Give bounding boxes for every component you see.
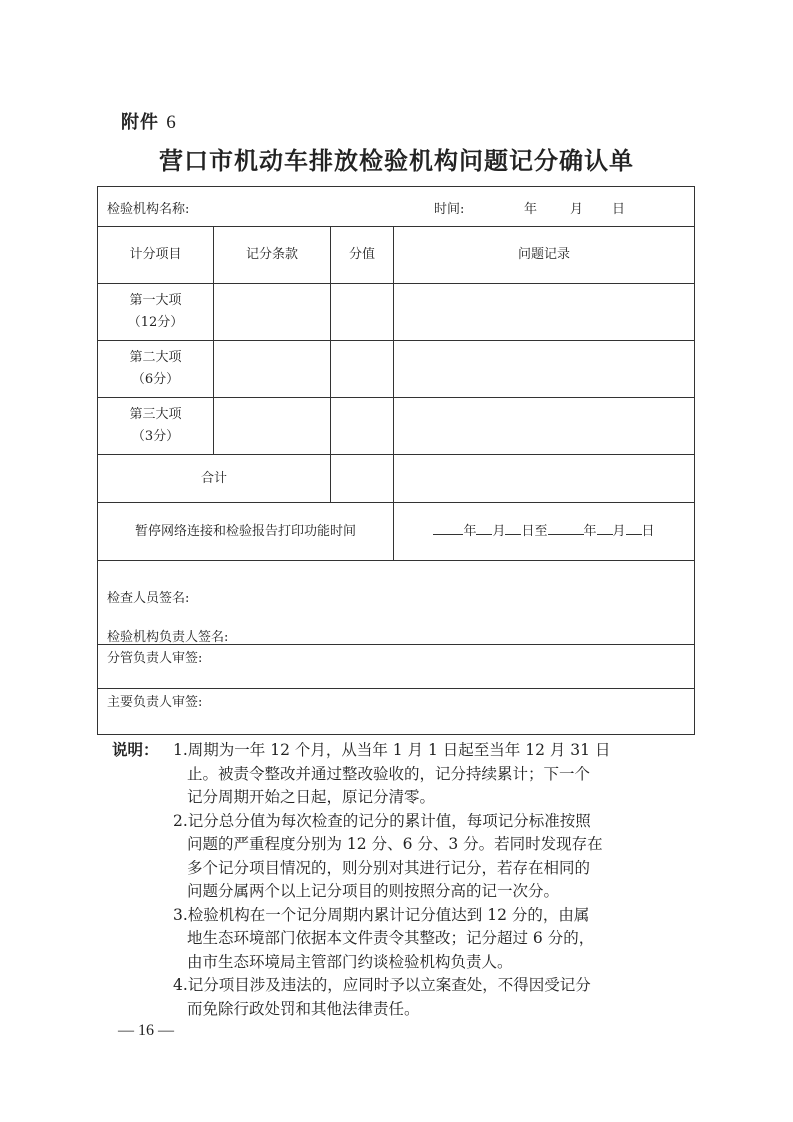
note-line: 止。被责令整改并通过整改验收的，记分持续累计；下一个 [187, 764, 591, 783]
time-label: 时间: [434, 202, 465, 217]
item-points: （6分） [131, 372, 180, 387]
chief-review-row [98, 689, 695, 735]
supervisor-review-row [98, 645, 695, 689]
institution-row [98, 187, 695, 227]
page-number: — 16 — [118, 1022, 174, 1039]
blank-line[interactable] [476, 522, 492, 535]
total-points-cell[interactable] [331, 455, 394, 503]
supervisor-review-cell[interactable] [98, 645, 695, 689]
note-line: 问题分属两个以上记分项目的则按照分高的记一次分。 [187, 882, 560, 900]
signature-cell[interactable] [98, 561, 695, 645]
chief-review-cell[interactable] [98, 689, 695, 735]
note-line: 多个记分项目情况的，则分别对其进行记分，若存在相同的 [187, 858, 591, 877]
item-name: 第一大项 [129, 293, 182, 308]
item-points: （12分） [127, 315, 184, 330]
pause-label: 暂停网络连接和检验报告打印功能时间 [98, 503, 394, 561]
chief-review-label: 主要负责人审签: [107, 695, 203, 710]
header-row [98, 227, 695, 284]
pause-to-day: 日 [641, 523, 655, 539]
note-line: 地生态环境部门依据本文件责令其整改；记分超过 6 分的， [187, 929, 595, 947]
item-row-1 [98, 284, 695, 341]
attachment-label [121, 108, 177, 134]
clause-cell[interactable] [214, 284, 331, 341]
note-line: 2.记分总分值为每次检查的记分的累计值，每项记分标准按照 [173, 811, 591, 830]
blank-line[interactable] [626, 522, 642, 535]
blank-line[interactable] [597, 522, 613, 535]
points-cell[interactable] [331, 341, 394, 398]
supervisor-review-label: 分管负责人审签: [107, 651, 203, 666]
note-line: 4.记分项目涉及违法的，应同时予以立案查处，不得因受记分 [173, 976, 591, 994]
item-row-3 [98, 398, 695, 455]
institution-head-signature-label: 检验机构负责人签名: [107, 630, 229, 645]
note-item-3 [173, 904, 702, 975]
item-label [98, 284, 214, 341]
total-label: 合计 [98, 455, 331, 503]
pause-from-month: 月 [492, 523, 506, 539]
document-title: 营口市机动车排放检验机构问题记分确认单 [159, 146, 634, 175]
clause-cell[interactable] [214, 341, 331, 398]
pause-to-year: 年 [583, 523, 597, 539]
item-row-2 [98, 341, 695, 398]
signature-row [98, 561, 695, 645]
total-record-cell[interactable] [394, 455, 695, 503]
note-line: 由市生态环境局主管部门约谈检验机构负责人。 [187, 952, 513, 971]
total-row [98, 455, 695, 503]
pause-row [98, 503, 695, 561]
header-scoring-item: 计分项目 [98, 227, 214, 284]
header-scoring-clause: 记分条款 [214, 227, 331, 284]
institution-cell[interactable] [98, 187, 695, 227]
note-item-2 [173, 810, 702, 904]
note-line: 1.周期为一年 12 个月，从当年 1 月 1 日起至当年 12 月 31 日 [173, 741, 611, 759]
blank-line[interactable] [433, 522, 463, 535]
item-name: 第三大项 [129, 407, 182, 422]
inspector-signature-label: 检查人员签名: [107, 591, 190, 606]
blank-line[interactable] [505, 522, 521, 535]
note-line: 问题的严重程度分别为 12 分、6 分、3 分。若同时发现存在 [187, 835, 603, 853]
attachment-text: 附件 [121, 112, 159, 133]
points-cell[interactable] [331, 398, 394, 455]
day-label: 日 [612, 202, 626, 217]
month-label: 月 [570, 202, 584, 217]
record-cell[interactable] [394, 284, 695, 341]
pause-from-year: 年 [463, 523, 477, 539]
item-label [98, 398, 214, 455]
score-confirmation-form [97, 186, 695, 735]
record-cell[interactable] [394, 341, 695, 398]
note-line: 3.检验机构在一个记分周期内累计记分值达到 12 分的，由属 [173, 905, 590, 924]
note-line: 记分周期开始之日起，原记分清零。 [187, 788, 436, 806]
pause-from-day: 日至 [521, 523, 548, 539]
year-label: 年 [524, 202, 538, 217]
points-cell[interactable] [331, 284, 394, 341]
note-item-4 [173, 974, 702, 1021]
pause-to-month: 月 [612, 523, 626, 539]
notes-lead: 说明： [112, 741, 159, 759]
item-label [98, 341, 214, 398]
blank-line[interactable] [548, 522, 584, 535]
pause-period-cell[interactable] [394, 503, 695, 561]
note-item-1 [173, 739, 702, 810]
clause-cell[interactable] [214, 398, 331, 455]
institution-name-label: 检验机构名称: [107, 202, 190, 217]
note-line: 而免除行政处罚和其他法律责任。 [187, 999, 420, 1018]
record-cell[interactable] [394, 398, 695, 455]
notes-section [112, 739, 702, 1021]
item-name: 第二大项 [129, 350, 182, 365]
attachment-number: 6 [166, 112, 177, 133]
item-points: （3分） [131, 429, 180, 444]
header-points: 分值 [331, 227, 394, 284]
header-issue-record: 问题记录 [394, 227, 695, 284]
